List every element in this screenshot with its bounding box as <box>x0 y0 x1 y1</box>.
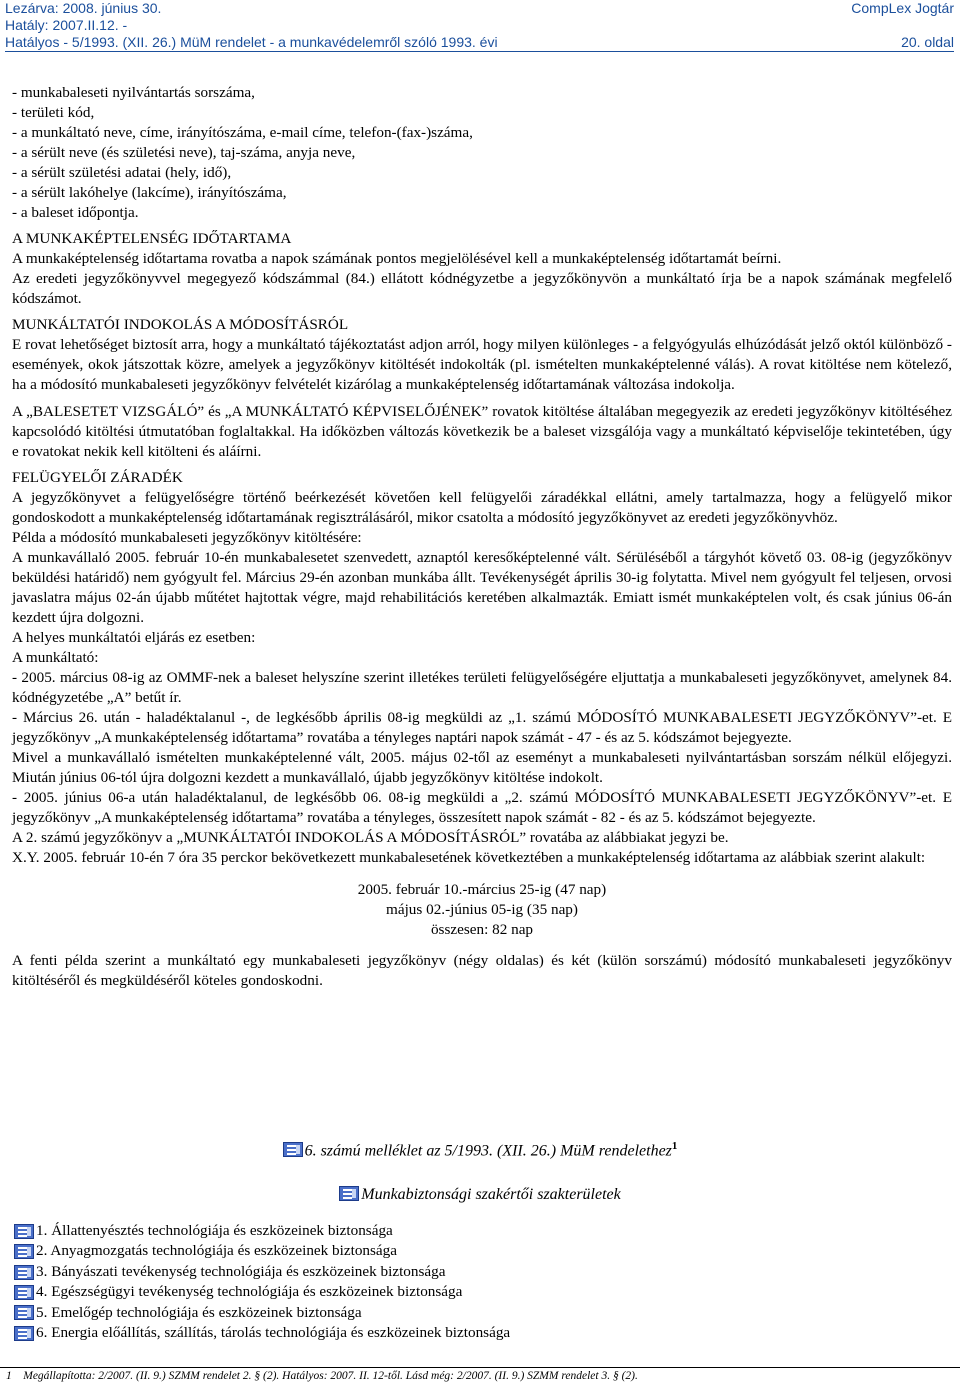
header-left <box>5 0 498 51</box>
document-link-icon[interactable] <box>14 1224 34 1239</box>
list-item: - munkabaleseti nyilvántartás sorszáma, <box>12 84 255 101</box>
list-item[interactable] <box>14 1282 510 1302</box>
document-title: Hatályos - 5/1993. (XII. 26.) MüM rendelet - a munkavédelemről szóló 1993. évi <box>5 34 498 50</box>
paragraph: - Március 26. után - haladéktalanul -, de legkésőbb április 08-ig megküldi az „1. számú MÓDOSÍTÓ MUNKABALESETI JEGYZŐKÖNYV”-et. E jegyzőkönyv „A munkaképtelenség időtartama” rovatába a tényleges naptári napok számát - 47 - és az 5. kódszámot bejegyezte. <box>12 709 952 746</box>
document-link-icon[interactable] <box>14 1265 34 1280</box>
page-header <box>5 0 954 52</box>
document-link-icon[interactable] <box>14 1285 34 1300</box>
document-body <box>12 83 952 991</box>
list-item[interactable] <box>14 1323 510 1343</box>
footnote-mark[interactable]: 1 <box>671 1140 678 1152</box>
brand: CompLex Jogtár <box>851 0 954 16</box>
section-title: FELÜGYELŐI ZÁRADÉK <box>12 469 183 486</box>
list-item: - a sérült neve (és születési neve), taj-száma, anyja neve, <box>12 144 356 161</box>
list-item: - a munkáltató neve, címe, irányítószáma, e-mail címe, telefon-(fax-)száma, <box>12 124 473 141</box>
footnote-text: Megállapította: 2/2007. (II. 9.) SZMM rendelet 2. § (2). Hatályos: 2007. II. 12-től. Lásd még: 2/2007. (II. 9.) SZMM rendelet 3. § (2). <box>23 1370 638 1382</box>
paragraph: A munkaképtelenség időtartama rovatba a napok számának pontos megjelölésével kell a munkaképtelenség időtartamát beírni. <box>12 250 782 267</box>
list-item[interactable] <box>14 1303 510 1323</box>
annex-subtitle-text[interactable]: Munkabiztonsági szakértői szakterületek <box>361 1186 621 1203</box>
paragraph: Az eredeti jegyzőkönyvvel megegyező kódszámmal (84.) ellátott kódnégyzetbe a jegyzőkönyvön a munkáltató írja be a napok számának megfelelő kódszámot. <box>12 270 952 307</box>
paragraph: X.Y. 2005. február 10-én 7 óra 35 perckor bekövetkezett munkabalesetének következtében a munkaképtelenség időtartama az alábbiak szerint alakult: <box>12 849 926 866</box>
paragraph: - 2005. március 08-ig az OMMF-nek a baleset helyszíne szerint illetékes területi felügyelőségére eljuttatja a munkabaleseti jegyzőkönyvet, amelynek 84. kódnégyzetébe „A” betűt ír. <box>12 669 952 706</box>
expert-areas-list <box>14 1221 510 1343</box>
paragraph: A munkavállaló 2005. február 10-én munkabalesetet szenvedett, aznaptól keresőképtelenné vált. Sérüléséből a tárgyhót követő 03. 08-ig (jegyzőkönyv beküldési határidő) nem gyógyult fel. Március 29-én azonban munkába állt. Tevékenységét április 30-ig folytatta. Mivel nem gyógyult fel teljesen, orvosi javaslatra május 02-án újabb műtétet hajtottak végre, majd rehabilitációs keretében alkalmazták. Emiatt ismét munkaképtelen volt, és csak június 06-án kezdett újra dolgozni. <box>12 549 952 626</box>
paragraph: E rovat lehetőséget biztosít arra, hogy a munkáltató tájékoztatást adjon arról, hogy milyen különleges - a felgyógyulás elhúzódását jelző októl különböző - események, okok játszottak közre, amelyek a jegyzőkönyv kitöltését indokolták (pl. ismételten munkaképtelenné válás). A rovat kitöltése nem kötelező, ha a módosító munkabaleseti jegyzőkönyv felvételét kizárólag a munkaképtelenség időtartamának változása indokolja. <box>12 336 952 393</box>
paragraph: A jegyzőkönyvet a felügyelőségre történő beérkezését követően kell felügyelői záradékkal ellátni, amely tartalmazza, hogy a felügyelő mikor gondoskodott a munkaképtelenség időtartamának regisztrálásáról, mikor csatolta a módosító jegyzőkönyvet az eredeti jegyzőkönyvhöz. <box>12 489 952 526</box>
annex-title <box>0 1140 960 1160</box>
paragraph: A munkáltató: <box>12 649 99 666</box>
section-title: MUNKÁLTATÓI INDOKOLÁS A MÓDOSÍTÁSRÓL <box>12 316 349 333</box>
footnote <box>6 1370 638 1382</box>
document-link-icon[interactable] <box>14 1305 34 1320</box>
centered-line: május 02.-június 05-ig (35 nap) <box>386 901 578 918</box>
document-link-icon[interactable] <box>339 1186 359 1201</box>
list-item-label: 3. Bányászati tevékenység technológiája és eszközeinek biztonsága <box>36 1262 446 1280</box>
paragraph: A fenti példa szerint a munkáltató egy munkabaleseti jegyzőkönyv (négy oldalas) és két (külön sorszámú) módosító munkabaleseti jegyzőkönyv kitöltéséről és megküldéséről köteles gondoskodni. <box>12 952 952 989</box>
list-item-label: 1. Állattenyésztés technológiája és eszközeinek biztonsága <box>36 1222 393 1239</box>
section-title: A MUNKAKÉPTELENSÉG IDŐTARTAMA <box>12 230 292 247</box>
list-item-label: 2. Anyagmozgatás technológiája és eszközeinek biztonsága <box>36 1242 397 1260</box>
closed-date: Lezárva: 2008. június 30. <box>5 0 162 16</box>
list-item-label: 6. Energia előállítás, szállítás, tárolás technológiája és eszközeinek biztonsága <box>36 1324 511 1342</box>
list-item[interactable] <box>14 1262 510 1282</box>
centered-line: összesen: 82 nap <box>430 921 534 938</box>
list-item: - a baleset időpontja. <box>12 204 139 221</box>
list-item[interactable] <box>14 1221 510 1241</box>
footnote-rule <box>0 1367 960 1368</box>
list-item[interactable] <box>14 1241 510 1261</box>
list-item: - a sérült lakóhelye (lakcíme), irányítószáma, <box>12 184 287 201</box>
page-number: 20. oldal <box>901 34 954 50</box>
list-item-label: 5. Emelőgép technológiája és eszközeinek biztonsága <box>36 1303 362 1321</box>
paragraph: Mivel a munkavállaló ismételten munkaképtelenné vált, 2005. május 02-től az eseményt a munkabaleseti nyilvántartásban sorszám nélkül előjegyzi. Miután június 06-tól újra dolgozni kezdett a munkavállaló, újabb jegyzőkönyv kitöltése indokolt. <box>12 749 952 786</box>
annex-subtitle <box>0 1186 960 1204</box>
list-item: - a sérült születési adatai (hely, idő), <box>12 164 232 181</box>
header-rule <box>5 51 954 52</box>
footnote-number: 1 <box>6 1370 12 1382</box>
document-link-icon[interactable] <box>14 1326 34 1341</box>
paragraph: - 2005. június 06-a után haladéktalanul, de legkésőbb 06. 08-ig megküldi a „2. számú MÓDOSÍTÓ MUNKABALESETI JEGYZŐKÖNYV”-et. E jegyzőkönyv „A munkaképtelenség időtartama” rovatába a tényleges, összesített napok számát - 82 - és az 5. kódszámot bejegyezte. <box>12 789 952 826</box>
paragraph: A helyes munkáltatói eljárás ez esetben: <box>12 629 256 646</box>
list-item-label: 4. Egészségügyi tevékenység technológiája és eszközeinek biztonsága <box>36 1283 463 1301</box>
paragraph: Példa a módosító munkabaleseti jegyzőkönyv kitöltésére: <box>12 529 362 546</box>
paragraph: A 2. számú jegyzőkönyv a „MUNKÁLTATÓI INDOKOLÁS A MÓDOSÍTÁSRÓL” rovatába az alábbiakat jegyzi be. <box>12 829 729 846</box>
paragraph: A „BALESETET VIZSGÁLÓ” és „A MUNKÁLTATÓ KÉPVISELŐJÉNEK” rovatok kitöltése általában megegyezik az eredeti jegyzőkönyv kitöltéséhez kapcsolódó kitöltési útmutatóban foglaltakkal. Ha időközben változás következik be a baleset vizsgálója vagy a munkáltató képviselője tekintetében, úgy e rovatokat nekik kell kitölteni és aláírni. <box>12 403 952 460</box>
list-item: - területi kód, <box>12 104 95 121</box>
document-link-icon[interactable] <box>14 1244 34 1259</box>
document-link-icon[interactable] <box>283 1142 303 1157</box>
centered-line: 2005. február 10.-március 25-ig (47 nap) <box>357 881 607 898</box>
annex-title-text[interactable]: 6. számú melléklet az 5/1993. (XII. 26.) MüM rendelethez <box>304 1142 672 1160</box>
effective-date: Hatály: 2007.II.12. - <box>5 17 128 33</box>
